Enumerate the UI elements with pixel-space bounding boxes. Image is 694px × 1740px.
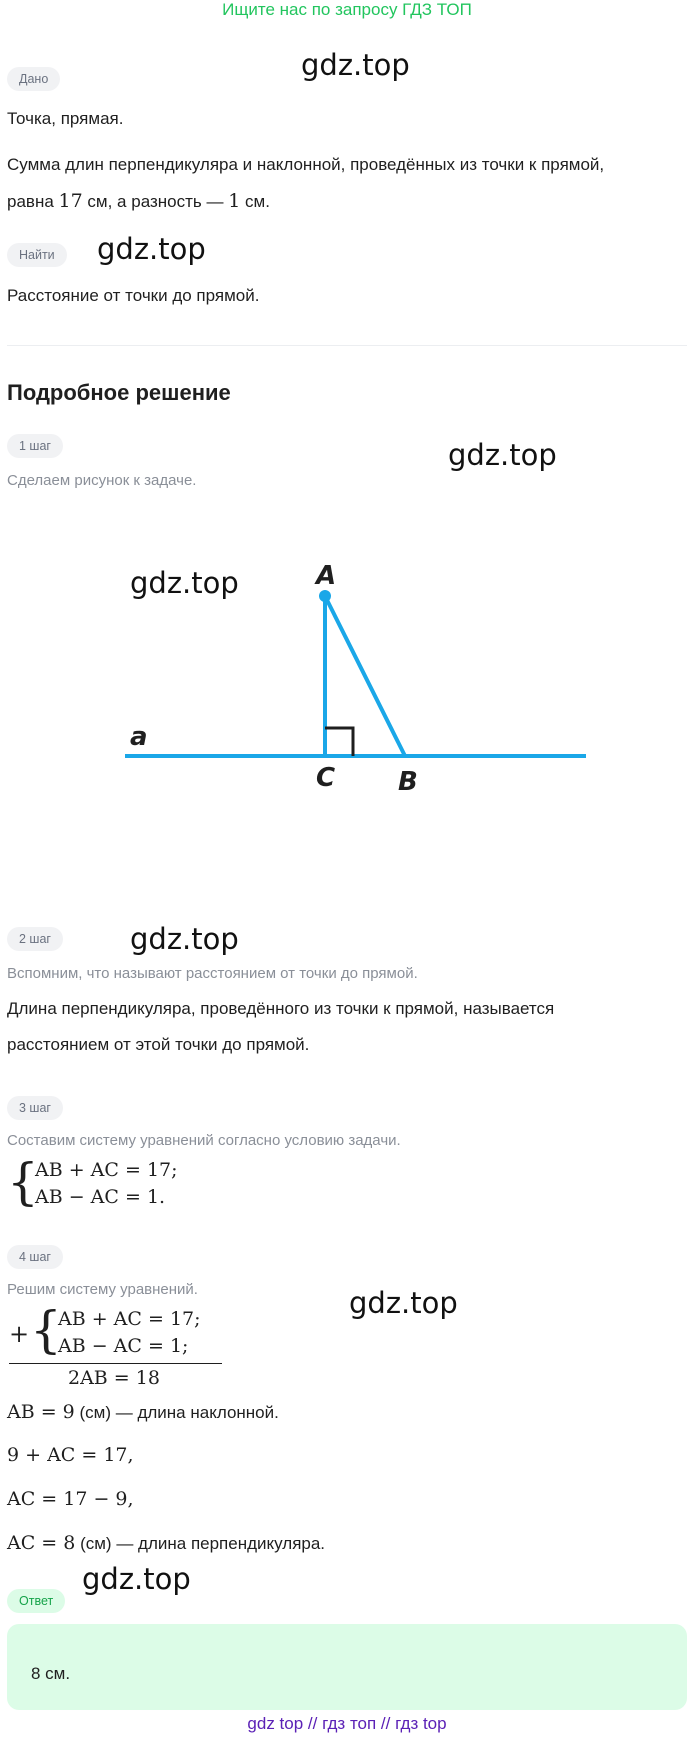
result-ac-text: (см) — длина перпендикуляра.: [75, 1534, 326, 1553]
watermark: gdz.top: [97, 232, 206, 266]
given-line-3-c: см.: [240, 192, 270, 211]
result-ab: [7, 1401, 279, 1423]
given-badge: Дано: [7, 67, 60, 91]
label-a-point: A: [316, 561, 337, 591]
result-ac-math: AC = 8: [7, 1532, 76, 1554]
step-2-hint: Вспомним, что называют расстоянием от точки до прямой.: [7, 965, 418, 982]
result-ab-text: (см) — длина наклонной.: [74, 1403, 279, 1422]
watermark: gdz.top: [448, 438, 557, 472]
step-3-eq-1: AB + AC = 17;: [35, 1159, 178, 1181]
result-line-3: AC = 17 − 9,: [7, 1488, 134, 1510]
label-c-point: C: [316, 763, 336, 793]
step-1-badge: 1 шаг: [7, 434, 63, 458]
result-line-2: 9 + AC = 17,: [7, 1444, 134, 1466]
plus-sign: +: [9, 1320, 30, 1348]
answer-badge: Ответ: [7, 1589, 65, 1613]
system-brace: {: [7, 1153, 39, 1211]
step-2-badge: 2 шаг: [7, 927, 63, 951]
given-number-1: 17: [58, 190, 83, 212]
footer-links[interactable]: gdz top // гдз топ // гдз top: [247, 1714, 447, 1733]
answer-text: 8 см.: [31, 1664, 71, 1683]
watermark: gdz.top: [130, 566, 239, 600]
watermark: gdz.top: [130, 922, 239, 956]
step-4-hint: Решим систему уравнений.: [7, 1281, 198, 1298]
result-ac: [7, 1532, 325, 1554]
step-4-sum: 2AB = 18: [68, 1367, 160, 1389]
top-banner[interactable]: Ищите нас по запросу ГДЗ ТОП: [222, 0, 472, 19]
watermark: gdz.top: [301, 48, 410, 82]
given-line-3-a: равна: [7, 192, 59, 211]
step-2-line-2: расстоянием от этой точки до прямой.: [7, 1035, 310, 1054]
given-number-2: 1: [228, 190, 241, 212]
geometry-figure: [0, 540, 694, 830]
solution-heading: Подробное решение: [7, 380, 231, 405]
result-ab-math: AB = 9: [7, 1401, 75, 1423]
given-line-3: [7, 190, 270, 212]
step-4-eq-2: AB − AC = 1;: [58, 1335, 189, 1357]
given-line-2: Сумма длин перпендикуляра и наклонной, проведённых из точки к прямой,: [7, 155, 605, 174]
divider: [7, 345, 687, 346]
step-4-badge: 4 шаг: [7, 1245, 63, 1269]
right-angle-mark: [325, 728, 353, 756]
label-line-a: a: [130, 722, 148, 752]
slant-ab: [325, 596, 405, 756]
watermark: gdz.top: [82, 1562, 191, 1596]
step-1-hint: Сделаем рисунок к задаче.: [7, 472, 197, 489]
step-3-badge: 3 шаг: [7, 1096, 63, 1120]
point-a-dot: [319, 590, 331, 602]
sum-line: [9, 1363, 222, 1364]
find-badge: Найти: [7, 243, 67, 267]
system-brace-2: {: [30, 1301, 62, 1359]
answer-box: [7, 1624, 687, 1710]
given-line-1: Точка, прямая.: [7, 109, 124, 128]
step-4-eq-1: AB + AC = 17;: [58, 1308, 201, 1330]
step-3-hint: Составим систему уравнений согласно условию задачи.: [7, 1132, 401, 1149]
step-3-eq-2: AB − AC = 1.: [35, 1186, 166, 1208]
watermark: gdz.top: [349, 1286, 458, 1320]
given-line-3-b: см, а разность —: [82, 192, 229, 211]
step-2-line-1: Длина перпендикуляра, проведённого из точки к прямой, называется: [7, 999, 555, 1018]
find-text: Расстояние от точки до прямой.: [7, 286, 260, 305]
label-b-point: B: [398, 767, 418, 797]
